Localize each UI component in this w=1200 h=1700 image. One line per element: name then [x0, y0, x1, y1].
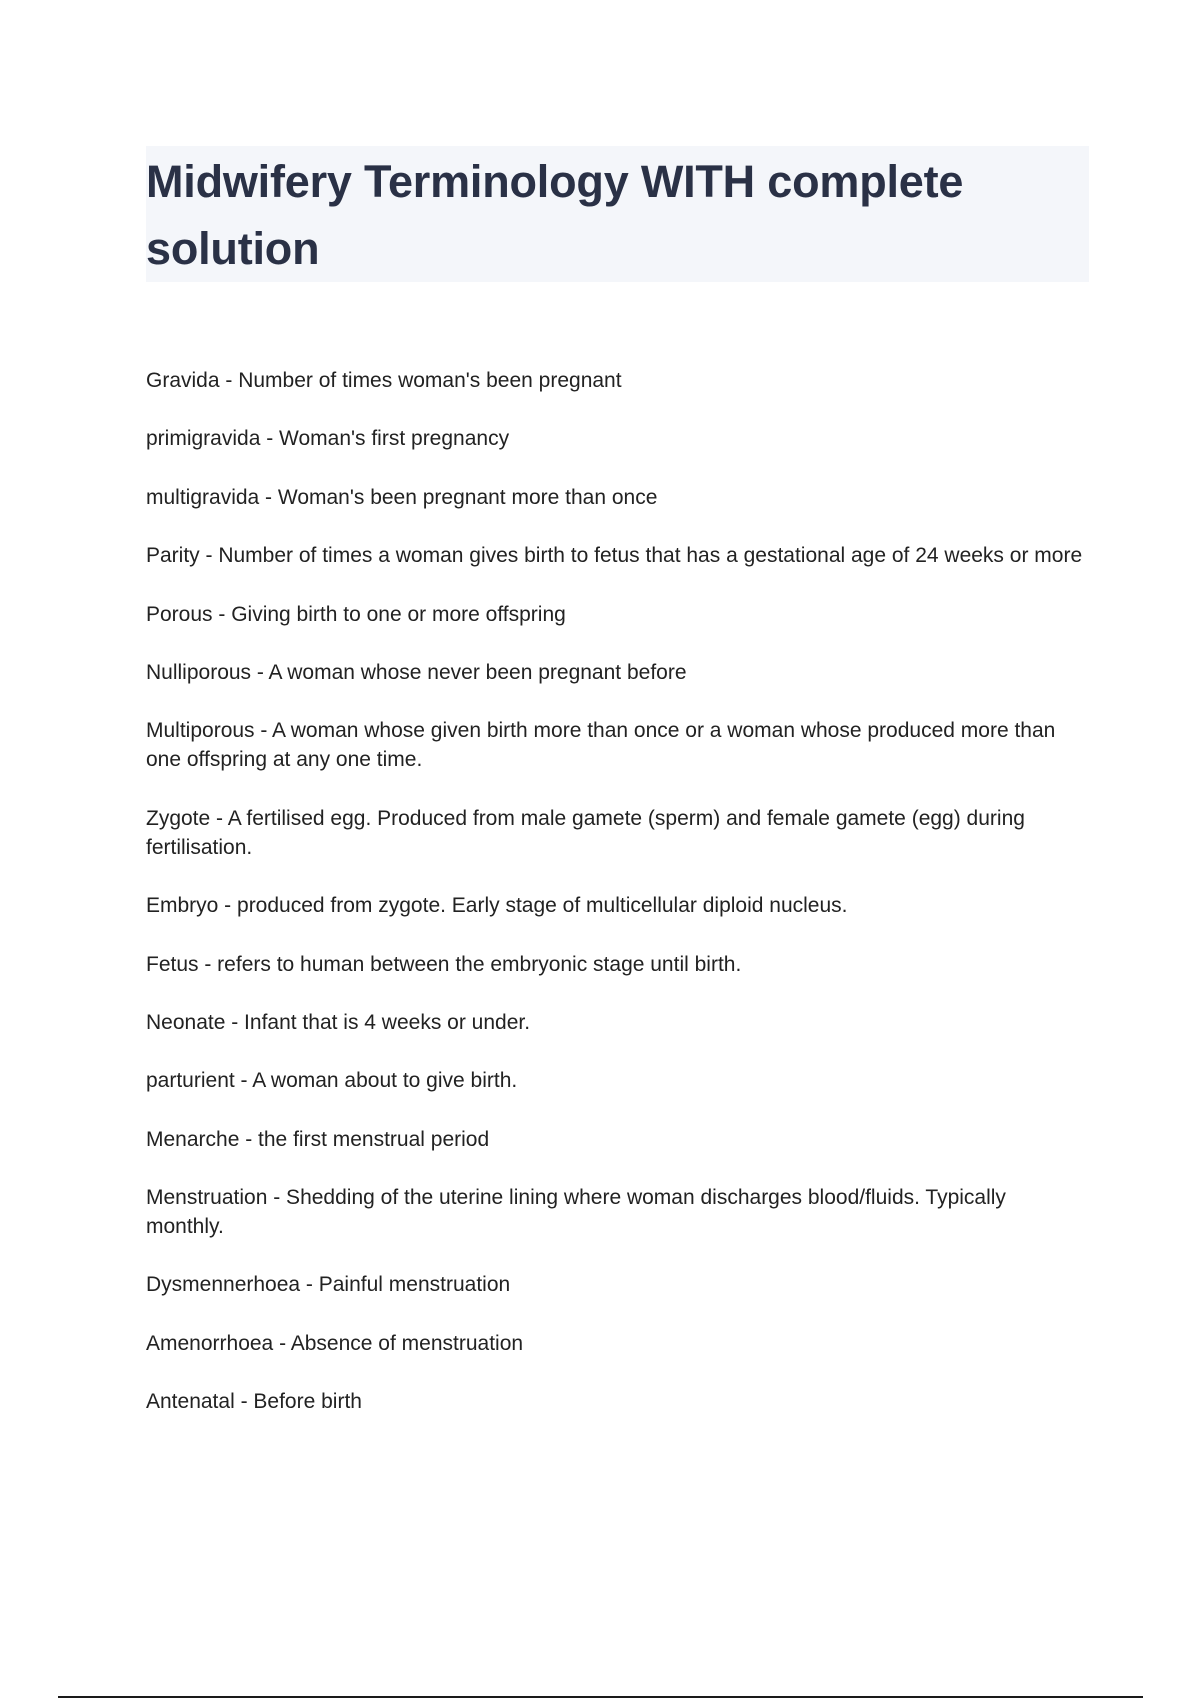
term-zygote [146, 804, 1086, 862]
term-gravida [146, 366, 1086, 395]
term-multigravida [146, 483, 1086, 512]
term-text: Zygote - A fertilised egg. Produced from male gamete (sperm) and female gamete (egg) during fertilisation. [146, 806, 1025, 859]
term-text: multigravida - Woman's been pregnant more than once [146, 485, 658, 509]
term-antenatal [146, 1387, 1086, 1416]
term-text: Gravida - Number of times woman's been pregnant [146, 369, 622, 392]
term-text: Embryo - produced from zygote. Early stage of multicellular diploid nucleus. [146, 894, 848, 918]
term-text: primigravida - Woman's first pregnancy [146, 427, 510, 451]
term-text: Parity - Number of times a woman gives birth to fetus that has a gestational age of 24 weeks or more [146, 544, 1083, 568]
title-banner [146, 146, 1089, 282]
page-footer-rule [58, 1696, 1143, 1698]
term-menstruation [146, 1183, 1086, 1241]
term-text: Dysmennerhoea - Painful menstruation [146, 1273, 511, 1297]
term-nulliporous [146, 658, 1086, 687]
term-fetus [146, 950, 1086, 979]
term-text: Amenorrhoea - Absence of menstruation [146, 1331, 524, 1355]
term-text: parturient - A woman about to give birth. [146, 1069, 518, 1093]
term-multiporous [146, 716, 1086, 774]
term-text: Multiporous - A woman whose given birth more than once or a woman whose produced more than one offspring at any one time. [146, 719, 1056, 772]
term-embryo [146, 891, 1086, 920]
term-text: Menarche - the first menstrual period [146, 1127, 490, 1151]
term-text: Neonate - Infant that is 4 weeks or under. [146, 1010, 531, 1034]
term-text: Nulliporous - A woman whose never been pregnant before [146, 660, 687, 684]
term-parity [146, 541, 1086, 570]
term-text: Antenatal - Before birth [146, 1390, 362, 1414]
term-text: Fetus - refers to human between the embryonic stage until birth. [146, 952, 742, 976]
term-dysmennerhoea [146, 1270, 1086, 1299]
term-amenorrhoea [146, 1329, 1086, 1358]
document-title: Midwifery Terminology WITH complete solution [146, 156, 964, 274]
term-text: Porous - Giving birth to one or more offspring [146, 602, 566, 626]
term-list [146, 366, 1086, 1446]
term-menarche [146, 1125, 1086, 1154]
term-parturient [146, 1066, 1086, 1095]
term-neonate [146, 1008, 1086, 1037]
term-porous [146, 600, 1086, 629]
term-text: Menstruation - Shedding of the uterine lining where woman discharges blood/fluids. Typically monthly. [146, 1186, 1006, 1239]
term-primigravida [146, 424, 1086, 453]
